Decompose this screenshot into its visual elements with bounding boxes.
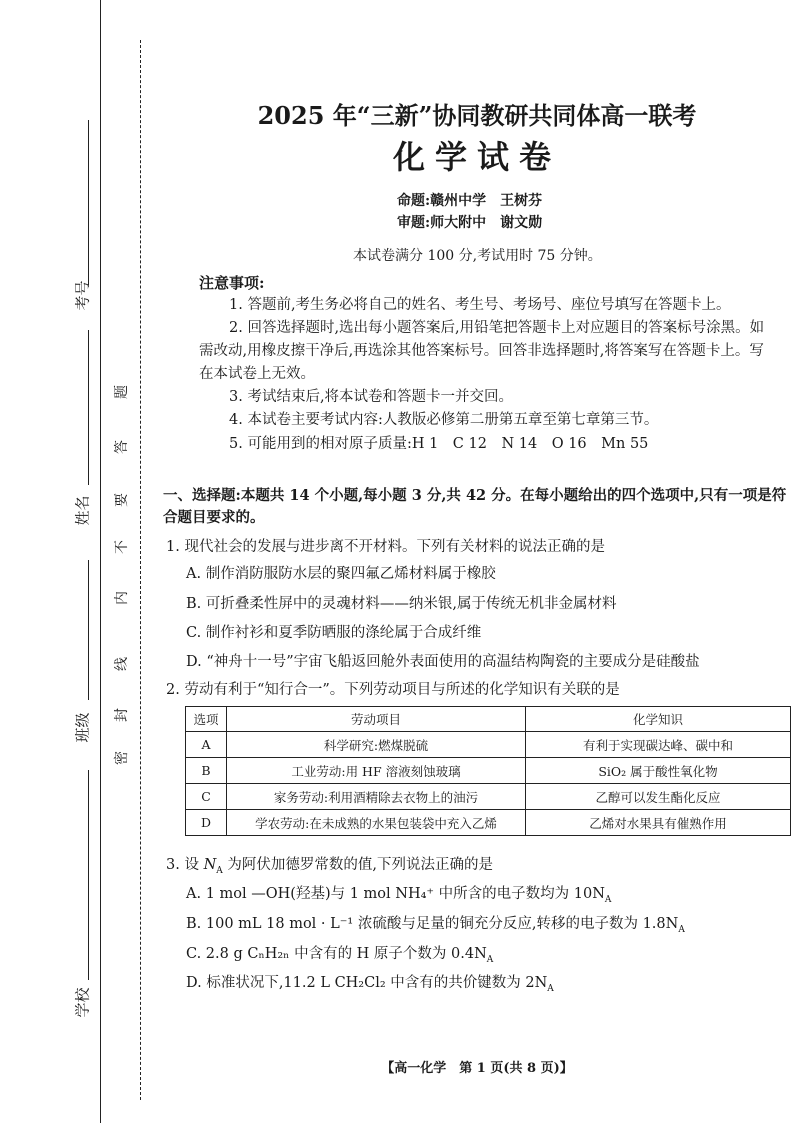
option-text: A. 1 mol —OH(羟基)与 1 mol NH₄⁺ 中所含的电子数均为 10N xyxy=(186,886,605,902)
seal-char: 答 xyxy=(114,440,130,454)
option-text: C. 2.8 g CₙH₂ₙ 中含有的 H 原子个数为 0.4N xyxy=(186,946,487,962)
labor-table xyxy=(185,706,791,836)
school-label: 学校 xyxy=(73,987,92,1018)
table-cell: 学农劳动:在未成熟的水果包装袋中充入乙烯 xyxy=(227,810,526,836)
notice-item: 5. 可能用到的相对原子质量:H 1 C 12 N 14 O 16 Mn 55 xyxy=(229,436,649,452)
question-2-stem: 2. 劳动有利于“知行合一”。下列劳动项目与所述的化学知识有关联的是 xyxy=(166,682,620,698)
question-1-option-c: C. 制作衬衫和夏季防晒服的涤纶属于合成纤维 xyxy=(186,625,482,641)
proposer-credit: 命题:赣州中学 王树芬 xyxy=(397,193,543,209)
na-subscript: A xyxy=(547,983,554,994)
na-symbol: N xyxy=(203,857,217,873)
school-line xyxy=(88,770,89,980)
option-text: B. 100 mL 18 mol · L⁻¹ 浓硫酸与足量的铜充分反应,转移的电子数为 1.8N xyxy=(186,916,679,932)
table-row xyxy=(186,758,791,784)
notice-item: 4. 本试卷主要考试内容:人教版必修第二册第五章至第七章第三节。 xyxy=(229,412,659,428)
class-label: 班级 xyxy=(73,712,92,743)
section-heading: 一、选择题:本题共 14 个小题,每小题 3 分,共 42 分。在每小题给出的四个选项中,只有一项是符合题目要求的。 xyxy=(163,487,787,526)
table-cell: A xyxy=(186,732,227,758)
exam-no-label: 考号 xyxy=(73,280,92,311)
name-line xyxy=(88,330,89,485)
notice-item: 3. 考试结束后,将本试卷和答题卡一并交回。 xyxy=(229,389,514,405)
na-subscript: A xyxy=(678,924,685,935)
subject-title: 化学试卷 xyxy=(392,138,561,176)
seal-char: 要 xyxy=(114,493,130,507)
notice-title: 注意事项: xyxy=(199,274,265,292)
table-cell: 工业劳动:用 HF 溶液刻蚀玻璃 xyxy=(227,758,526,784)
seal-char: 内 xyxy=(114,591,130,605)
question-1-option-d: D. “神舟十一号”宇宙飞船返回舱外表面使用的高温结构陶瓷的主要成分是硅酸盐 xyxy=(186,654,700,670)
seal-char: 密 xyxy=(114,751,130,765)
question-1-stem: 1. 现代社会的发展与进步离不开材料。下列有关材料的说法正确的是 xyxy=(166,539,605,555)
table-header-row xyxy=(186,707,791,732)
reviewer-credit: 审题:师大附中 谢文勋 xyxy=(397,215,543,231)
na-subscript: A xyxy=(604,894,612,905)
table-cell: 有利于实现碳达峰、碳中和 xyxy=(526,732,791,758)
stem-prefix: 3. 设 xyxy=(166,857,204,873)
notice-item: 1. 答题前,考生务必将自己的姓名、考生号、考场号、座位号填写在答题卡上。 xyxy=(229,297,731,313)
question-3-option-a xyxy=(186,882,611,905)
table-row xyxy=(186,732,791,758)
exam-intro: 本试卷满分 100 分,考试用时 75 分钟。 xyxy=(353,248,602,264)
table-cell: 乙醇可以发生酯化反应 xyxy=(526,784,791,810)
binding-border-line xyxy=(100,0,101,1123)
question-1-option-b: B. 可折叠柔性屏中的灵魂材料——纳米银,属于传统无机非金属材料 xyxy=(186,596,617,612)
seal-dashed-line xyxy=(140,40,141,1100)
class-line xyxy=(88,560,89,700)
table-cell: D xyxy=(186,810,227,836)
table-cell: 乙烯对水果具有催熟作用 xyxy=(526,810,791,836)
question-3-stem xyxy=(166,853,493,876)
option-text: D. 标准状况下,11.2 L CH₂Cl₂ 中含有的共价键数为 2N xyxy=(186,975,548,991)
name-label: 姓名 xyxy=(73,495,92,526)
seal-char: 线 xyxy=(114,657,130,671)
seal-char: 不 xyxy=(114,540,130,554)
table-cell: 家务劳动:利用酒精除去衣物上的油污 xyxy=(227,784,526,810)
seal-char: 题 xyxy=(114,385,130,399)
table-cell: SiO₂ 属于酸性氧化物 xyxy=(526,758,791,784)
stem-suffix: 为阿伏加德罗常数的值,下列说法正确的是 xyxy=(222,857,493,873)
table-cell: 科学研究:燃煤脱硫 xyxy=(227,732,526,758)
exam-no-line xyxy=(88,120,89,285)
question-1-option-a: A. 制作消防服防水层的聚四氟乙烯材料属于橡胶 xyxy=(186,566,496,582)
page-footer: 【高一化学 第 1 页(共 8 页)】 xyxy=(381,1061,573,1076)
na-subscript: A xyxy=(486,954,494,965)
question-3-option-c xyxy=(186,942,493,965)
question-3-option-d xyxy=(186,971,554,994)
question-3-option-b xyxy=(186,912,685,935)
table-row xyxy=(186,810,791,836)
table-cell: C xyxy=(186,784,227,810)
table-cell: B xyxy=(186,758,227,784)
table-header: 劳动项目 xyxy=(227,707,526,732)
exam-title: 2025 年“三新”协同教研共同体高一联考 xyxy=(257,101,697,130)
table-row xyxy=(186,784,791,810)
table-header: 化学知识 xyxy=(526,707,791,732)
seal-char: 封 xyxy=(114,708,130,722)
na-subscript: A xyxy=(216,865,223,876)
table-header: 选项 xyxy=(186,707,227,732)
notice-item: 2. 回答选择题时,选出每小题答案后,用铅笔把答题卡上对应题目的答案标号涂黑。如需改动,用橡皮擦干净后,再选涂其他答案标号。回答非选择题时,将答案写在答题卡上。写在本试卷上无效。 xyxy=(199,320,765,382)
